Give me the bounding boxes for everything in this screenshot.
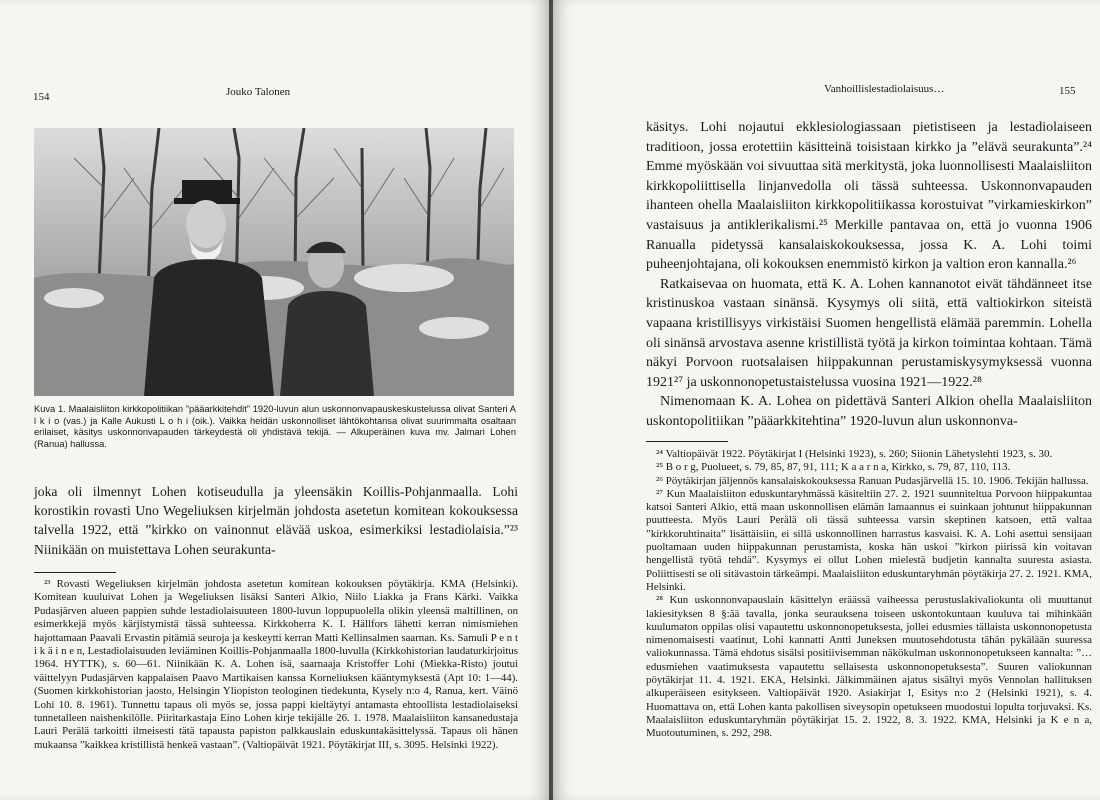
right-page (553, 0, 1100, 800)
photo-caption: Kuva 1. Maalaisliiton kirkkopolitiikan ”pääarkkitehdit” 1920-luvun alun uskonnonvapauskeskustelussa olivat Santeri A l k i o (vas.) ja Kalle Aukusti L o h i (oik.). Vaikka heidän uskonnolliset lähtökohtansa olivat suurimmalta osaltaan erilaiset, käsitys uskonnonvapauden tärkeydestä oli yhdistävä tekijä. — Alkuperäinen kuva mv. Jalmari Lohen (Ranua) hallussa. (34, 404, 516, 449)
footnote-25: ²⁵ B o r g, Puolueet, s. 79, 85, 87, 91, 111; K a a r n a, Kirkko, s. 79, 87, 110, 113. (656, 461, 1011, 474)
paragraph: Nimenomaan K. A. Lohea on pidettävä Santeri Alkion ohella Maalaisliiton uskontopolitiikan ”pääarkkitehtina” 1920-luvun alun uskonnonva- (646, 394, 1092, 429)
body-text-left: joka oli ilmennyt Lohen kotiseudulla ja yleensäkin Koillis-Pohjanmaalla. Lohi korostikin rovasti Uno Wegeliuksen kirjelmän johdosta asetetun komitean kokouksessa talvella 1922, että ”kirkko on vainonnut elävää uskoa, esimerkiksi lestadiolaisia.”²³ Niinikään on muistettava Lohen seurakunta- (34, 484, 518, 557)
footnote-rule-left (34, 572, 116, 573)
footnote-27: ²⁷ Kun Maalaisliiton eduskuntaryhmässä käsiteltiin 27. 2. 1921 suunniteltua Porvoon hiippakuntaa katsoi Santeri Alkio, että maan uskonnollisen elämän lamaannus ei suinkaan johtunut hiippakunnan puutteesta. Myös Lauri Perälä oli tässä suhteessa varsin skeptinen katsoen, että valtaa ”kirkkoruhtinaita” lisättäisiin, ei sillä uskonnollinen harrastus kasvaisi. K. A. Lohi asettui sensijaan puoltamaan uuden hiippakunnan perustamista, koska hän uskoi ”kirkon piirissä kin voitavan hengellistä työtä tehdä”. Kysymys ei ollut Lohen mielestä budjetin kannalta suuresta asiasta. Poliittisesti se oli sitävastoin tärkeämpi. Maalaisliiton eduskuntaryhmän pöytäkirja 27. 2. 1921. KMA, Helsinki. (646, 487, 1092, 593)
left-page (0, 0, 549, 800)
running-head-left: Jouko Talonen (226, 86, 291, 98)
footnote-rule-right (646, 441, 728, 442)
footnote-23: ²³ Rovasti Wegeliuksen kirjelmän johdosta asetetun komitean kokouksen pöytäkirja. KMA (Helsinki). Komitean kuuluivat Lohen ja Wegeliuksen lisäksi Santeri Alkio, Niilo Liakka ja Frans Kärki. Vaikka Pudasjärven alueen pappien suhde lestadiolaisuuteen 1800-luvun loppupuolella olikin yleensä maltillinen, on esimerkkejä myös kärjistymistä tässä suhteessa. Kirkkoherra K. I. Hällfors lähetti kerran nimismiehen hajottamaan Paavali Ervastin pitämiä seuroja ja keskeytti kerran Matti Kellinsalmen saarnan. Ks. Samuli P e n t i k ä i n e n, Lestadiolaisuuden leviäminen Koillis-Pohjanmaalla 1800-luvulla (Kirkkohistorian laudaturkirjoitus 1964. HYTTK), s. 60—61. Niinikään K. A. Lohen isä, saarnaaja Kristoffer Lohi (Miekka-Risto) joutui väittelyyn Pudasjärven kappalaisen Paavo Martikaisen kanssa Korneliuksen kääntymyksestä (Apt 10: 1—44). (Suomen kirkkohistorian jaosto, Helsingin Yliopiston teologinen tiedekunta, Kysely n:o 4, Ranua, kert. Väinö Lohi 10. 8. 1961). Tunnettu tapaus oli myös se, jossa pappi kieltäytyi antamasta ehtoollista lestadiolaiseksi tunnetalleen naishenkilölle. Piiritarkastaja Eino Lohen kirje tekijälle 26. 1. 1978. Maalaisliiton kansanedustaja Lauri Perälä tarkoitti ilmeisesti tätä tapausta papiston palkkauslain eduskuntakäsittelyssä. Tapaus oli hänen mukaansa ”kaikkea kristillistä henkeä vastaan”. (Valtiopäivät 1921. Pöytäkirjat III, s. 3095. Helsinki 1922). (34, 578, 518, 751)
footnotes-left (34, 578, 518, 752)
historical-photograph (34, 128, 514, 396)
page-number-right: 155 (1059, 85, 1076, 97)
running-head-right: Vanhoillislestadiolaisuus… (824, 83, 945, 95)
footnotes-right (646, 448, 1092, 741)
paragraph: Ratkaisevaa on huomata, että K. A. Lohen kannanotot eivät tähdänneet itse kristinuskoa vastaan sinänsä. Kysymys oli siitä, että valtiokirkon siteistä vapaana kristillisyys virkistäisi Suomen hengellistä elämää paremmin. Lohella oli sinänsä arvostava asenne kristillistä työtä ja kirkon toimintaa kohtaan. Tämä näkyi Porvoon ruotsalaisen hiippakunnan perustamiskysymyksessä vuonna 1921²⁷ ja uskonnonopetustaistelussa vuosina 1921—1922.²⁸ (646, 276, 1092, 390)
page-number-left: 154 (33, 91, 50, 103)
footnote-24: ²⁴ Valtiopäivät 1922. Pöytäkirjat I (Helsinki 1923), s. 260; Siionin Lähetyslehti 1923, s. 30. (656, 448, 1053, 460)
footnote-26: ²⁶ Pöytäkirjan jäljennös kansalaiskokouksessa Ranuan Pudasjärvellä 15. 10. 1906. Tekijän hallussa. (656, 474, 1089, 487)
paragraph: käsitys. Lohi nojautui ekklesiologiassaan pietistiseen ja lestadiolaiseen traditioon, jossa erotettiin käsitteinä toisistaan kirkko ja ”elävä seurakunta”.²⁴ Emme myöskään voi sivuuttaa sitä merkitystä, joka luonnollisesti Maalaisliiton kirkkopoliittisella linjanvedolla oli tässä suhteessa. Uskonnonvapauden ihanteen ohella Maalaisliiton kirkkopolitiikassa korostuivat ”virkamieskirkon” vastaisuus ja antiklerikalismi.²⁵ Merkille pantavaa on, että jo vuonna 1906 Ranualla pidetyssä kansalaiskokouksessa, jossa K. A. Lohi toimi puheenjohtajana, oli kokouksen enemmistö kirkon ja valtion eron kannalla.²⁶ (646, 120, 1092, 273)
footnote-28: ²⁸ Kun uskonnonvapauslain käsittelyn eräässä vaiheessa perustuslakivaliokunta oli muuttanut lakiesityksen 8 §:ää tavalla, jonka seurauksena toiseen uskontokuntaan kuuluva tai mihinkään kuulumaton oppilas olisi vapautettu uskonnonopetuksesta, jollei edusmies tällaista uskonnonopetusta nimenomaisesti vaatinut, Lohi kannatti Antti Juneksen muutosehdotusta tähän pykälään suuressa valiokunnassa. Tämä ehdotus sisälsi positiivisemman näkökulman uskonnonopetukseen kannalta: ”…edusmiehen vaatimuksesta vapautettu sellaisesta uskonnonopetuksesta”. Suuren valiokunnan pöytäkirjat 11. 4. 1921. EKA, Helsinki. Jälkimmäinen ajatus sisältyi myös Vennolan hallituksen alkuperäiseen esitykseen. Valtiopäivät 1920. Asiakirjat I, Esitys n:o 2 (Helsinki 1921), s. 4. Huomattava on, että Lohen kanta pakollisen siveysopin opetukseen muodostui lopulta torjuvaksi. Ks. Maalaisliiton eduskuntaryhmän pöytäkirjat 15. 2. 1922, 8. 3. 1922. KMA, Helsinki ja K e n a, Muotoutuminen, s. 292, 298. (646, 594, 1092, 740)
body-text-right (646, 118, 1092, 432)
